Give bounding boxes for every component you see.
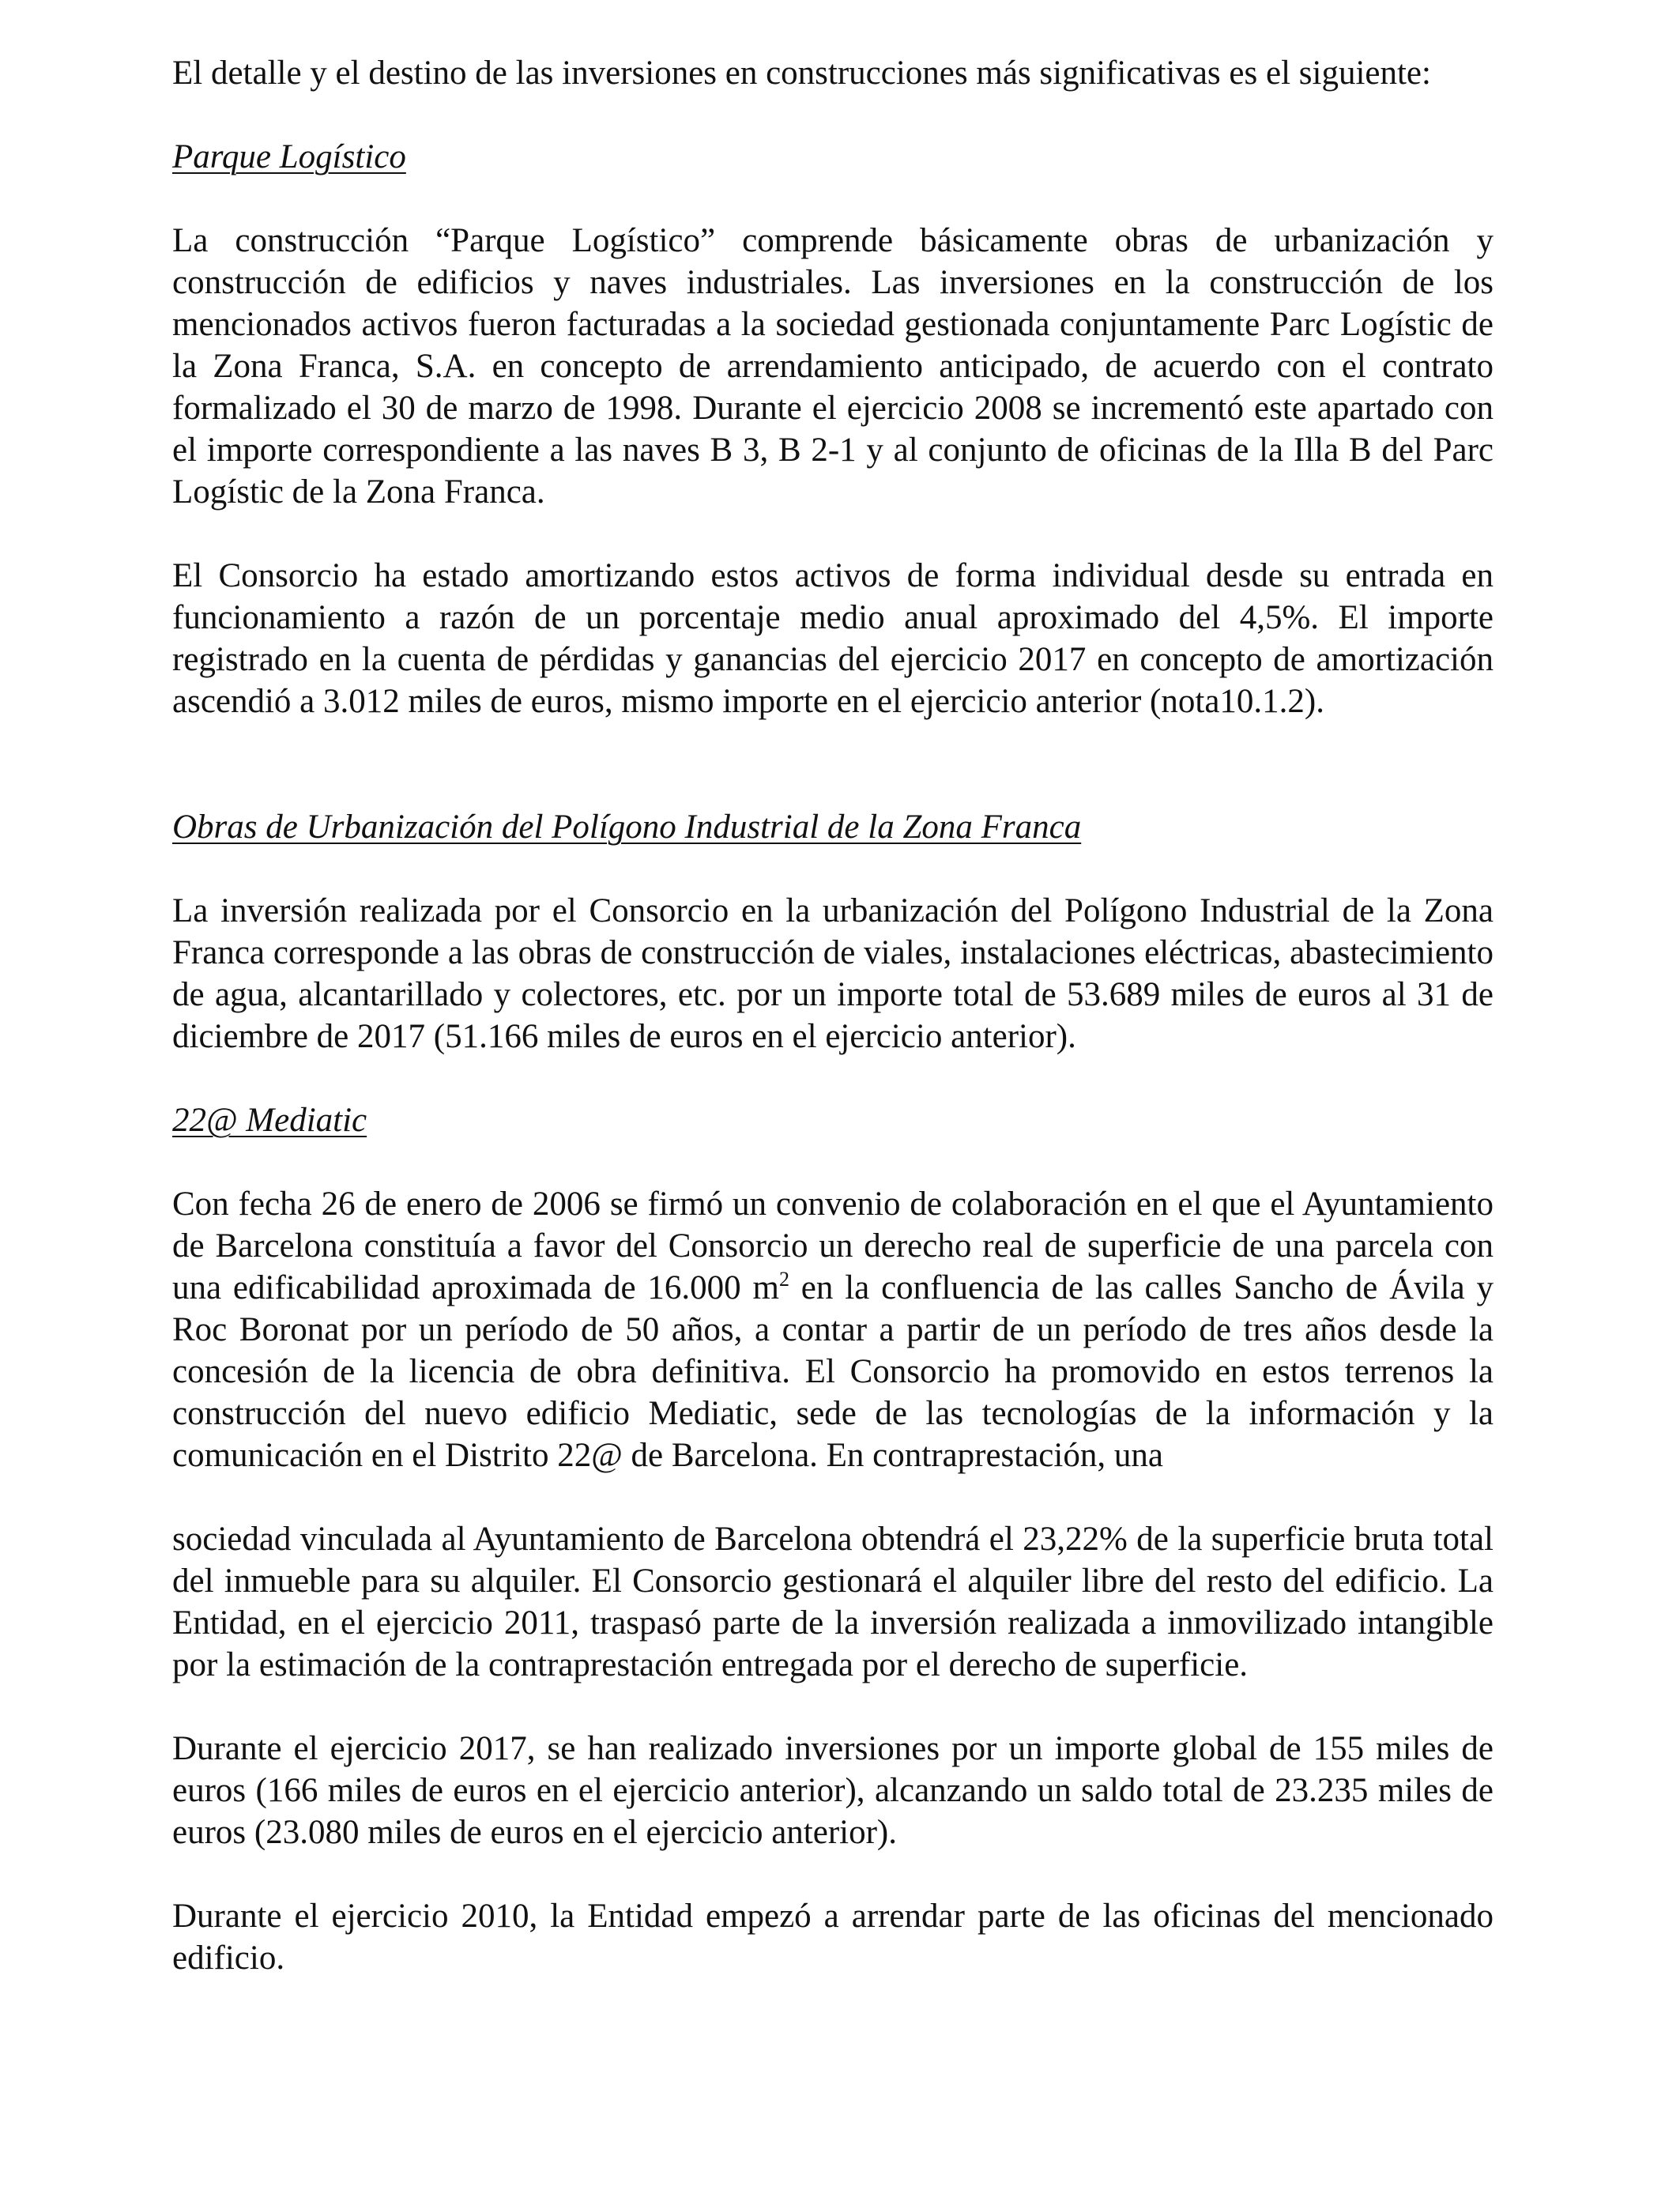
paragraph-mediatic-convenio-part2: en la confluencia de las calles Sancho de Ávila y Roc Boronat por un período de 50 años, a contar a partir de un período de tres años desde la concesión de la licencia de obra definitiva. El Consorcio ha promovido en estos terrenos la construcción del nuevo edificio Mediatic, sede de las tecnologías de la información y la comunicación en el Distrito 22@ de Barcelona. En contraprestación, una [172,1269,1494,1474]
paragraph-parque-logistico-description: La construcción “Parque Logístico” comprende básicamente obras de urbanización y construcción de edificios y naves industriales. Las inversiones en la construcción de los mencionados activos fueron facturadas a la sociedad gestionada conjuntamente Parc Logístic de la Zona Franca, S.A. en concepto de arrendamiento anticipado, de acuerdo con el contrato formalizado el 30 de marzo de 1998. Durante el ejercicio 2008 se incrementó este apartado con el importe correspondiente a las naves B 3, B 2-1 y al conjunto de oficinas de la Illa B del Parc Logístic de la Zona Franca. [172,222,1494,511]
heading-parque-logistico [172,136,1494,178]
superscript-squared: 2 [778,1268,789,1291]
document-page [172,52,1494,1979]
heading-parque-logistico-text: Parque Logístico [172,138,406,175]
heading-22-mediatic [172,1099,1494,1141]
paragraph-mediatic-arrendamiento-2010: Durante el ejercicio 2010, la Entidad empezó a arrendar parte de las oficinas del mencionado edificio. [172,1898,1494,1977]
heading-obras-urbanizacion [172,806,1494,848]
intro-paragraph: El detalle y el destino de las inversiones en construcciones más significativas es el siguiente: [172,55,1431,92]
paragraph-mediatic-convenio [172,1183,1494,1476]
paragraph-parque-logistico-amortization: El Consorcio ha estado amortizando estos activos de forma individual desde su entrada en funcionamiento a razón de un porcentaje medio anual aproximado del 4,5%. El importe registrado en la cuenta de pérdidas y ganancias del ejercicio 2017 en concepto de amortización ascendió a 3.012 miles de euros, mismo importe en el ejercicio anterior (nota10.1.2). [172,557,1494,720]
paragraph-mediatic-contraprestacion: sociedad vinculada al Ayuntamiento de Barcelona obtendrá el 23,22% de la superficie bruta total del inmueble para su alquiler. El Consorcio gestionará el alquiler libre del resto del edificio. La Entidad, en el ejercicio 2011, traspasó parte de la inversión realizada a inmovilizado intangible por la estimación de la contraprestación entregada por el derecho de superficie. [172,1521,1494,1683]
heading-obras-urbanizacion-text: Obras de Urbanización del Polígono Industrial de la Zona Franca [172,809,1082,846]
heading-22-mediatic-text: 22@ Mediatic [172,1102,367,1139]
paragraph-mediatic-inversiones-2017: Durante el ejercicio 2017, se han realizado inversiones por un importe global de 155 miles de euros (166 miles de euros en el ejercicio anterior), alcanzando un saldo total de 23.235 miles de euros (23.080 miles de euros en el ejercicio anterior). [172,1730,1494,1851]
paragraph-mediatic-convenio-part1: Con fecha 26 de enero de 2006 se firmó un convenio de colaboración en el que el Ayuntamiento de Barcelona constituía a favor del Consorcio un derecho real de superficie de una parcela con una edificabilidad aproximada de 16.000 m [172,1186,1494,1306]
paragraph-obras-urbanizacion: La inversión realizada por el Consorcio en la urbanización del Polígono Industrial de la Zona Franca corresponde a las obras de construcción de viales, instalaciones eléctricas, abastecimiento de agua, alcantarillado y colectores, etc. por un importe total de 53.689 miles de euros al 31 de diciembre de 2017 (51.166 miles de euros en el ejercicio anterior). [172,892,1494,1055]
